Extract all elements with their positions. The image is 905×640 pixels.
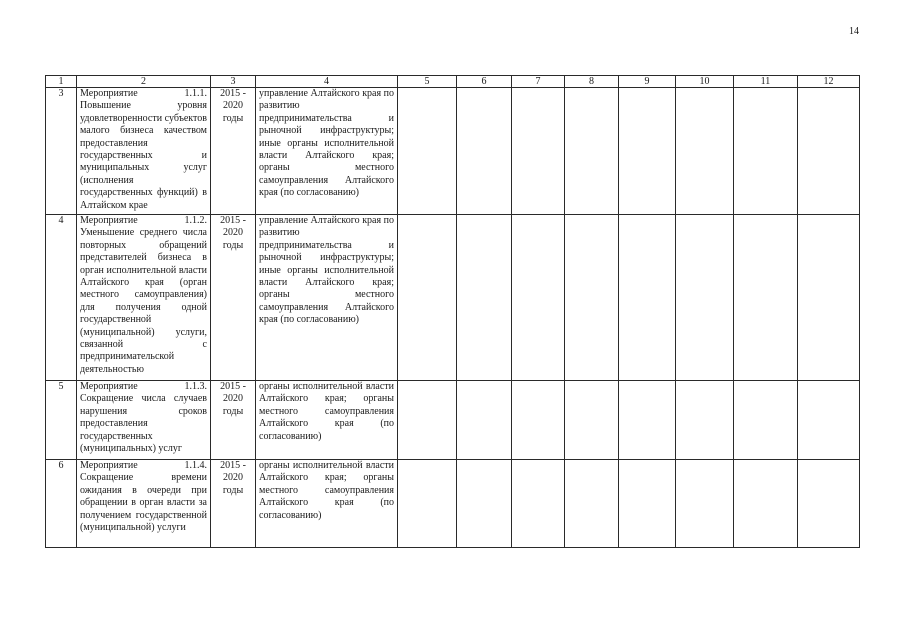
column-header: 4: [256, 76, 398, 88]
value-cell: [676, 215, 734, 381]
column-header: 8: [565, 76, 619, 88]
column-header: 9: [619, 76, 676, 88]
column-header: 5: [398, 76, 457, 88]
value-cell: [398, 215, 457, 381]
column-header: 6: [457, 76, 512, 88]
column-header: 10: [676, 76, 734, 88]
value-cell: [565, 88, 619, 215]
program-activities-table: [45, 75, 860, 548]
row-number: 4: [46, 215, 77, 381]
value-cell: [676, 460, 734, 548]
value-cell: [512, 460, 565, 548]
value-cell: [512, 381, 565, 460]
executor: управление Алтайского края по развитию предпринимательства и рыночной инфраструктуры; иные органы исполнительной власти Алтайского края; органы местного самоуправления Алтайского края (по согласованию): [256, 88, 398, 215]
event-description: Мероприятие 1.1.3. Сокращение числа случаев нарушения сроков предоставления государственных (муниципальных) услуг: [77, 381, 211, 460]
event-description: Мероприятие 1.1.2. Уменьшение среднего числа повторных обращений представителей бизнеса в орган исполнительной власти Алтайского края (орган местного самоуправления) для получения одной государственной (муниципальной) услуги, связанной с предпринимательской деятельностью: [77, 215, 211, 381]
value-cell: [734, 381, 798, 460]
column-header: 1: [46, 76, 77, 88]
value-cell: [798, 460, 860, 548]
value-cell: [734, 88, 798, 215]
value-cell: [676, 381, 734, 460]
table-row: [46, 381, 860, 460]
value-cell: [798, 381, 860, 460]
table-row: [46, 88, 860, 215]
value-cell: [734, 215, 798, 381]
value-cell: [798, 215, 860, 381]
value-cell: [619, 215, 676, 381]
value-cell: [676, 88, 734, 215]
value-cell: [798, 88, 860, 215]
header-row: [46, 76, 860, 88]
page-number: 14: [849, 26, 859, 37]
executor: органы исполнительной власти Алтайского края; органы местного самоуправления Алтайского края (по согласованию): [256, 460, 398, 548]
value-cell: [457, 88, 512, 215]
value-cell: [512, 88, 565, 215]
period: 2015 - 2020 годы: [211, 215, 256, 381]
column-header: 3: [211, 76, 256, 88]
column-header: 2: [77, 76, 211, 88]
value-cell: [398, 88, 457, 215]
value-cell: [398, 381, 457, 460]
value-cell: [619, 381, 676, 460]
value-cell: [398, 460, 457, 548]
period: 2015 - 2020 годы: [211, 460, 256, 548]
column-header: 7: [512, 76, 565, 88]
executor: управление Алтайского края по развитию предпринимательства и рыночной инфраструктуры; иные органы исполнительной власти Алтайского края; органы местного самоуправления Алтайского края (по согласованию): [256, 215, 398, 381]
value-cell: [457, 215, 512, 381]
value-cell: [565, 215, 619, 381]
value-cell: [619, 460, 676, 548]
table-row: [46, 215, 860, 381]
row-number: 6: [46, 460, 77, 548]
value-cell: [565, 460, 619, 548]
value-cell: [512, 215, 565, 381]
column-header: 11: [734, 76, 798, 88]
value-cell: [619, 88, 676, 215]
executor: органы исполнительной власти Алтайского края; органы местного самоуправления Алтайского края (по согласованию): [256, 381, 398, 460]
column-header: 12: [798, 76, 860, 88]
value-cell: [734, 460, 798, 548]
period: 2015 - 2020 годы: [211, 88, 256, 215]
row-number: 3: [46, 88, 77, 215]
value-cell: [457, 381, 512, 460]
value-cell: [457, 460, 512, 548]
event-description: Мероприятие 1.1.4. Сокращение времени ожидания в очереди при обращении в орган власти за получением государственной (муниципальной) услуги: [77, 460, 211, 548]
value-cell: [565, 381, 619, 460]
event-description: Мероприятие 1.1.1. Повышение уровня удовлетворенности субъектов малого бизнеса качеством предоставления государственных и муниципальных услуг (исполнения государственных функций) в Алтайском крае: [77, 88, 211, 215]
period: 2015 - 2020 годы: [211, 381, 256, 460]
table-row: [46, 460, 860, 548]
row-number: 5: [46, 381, 77, 460]
